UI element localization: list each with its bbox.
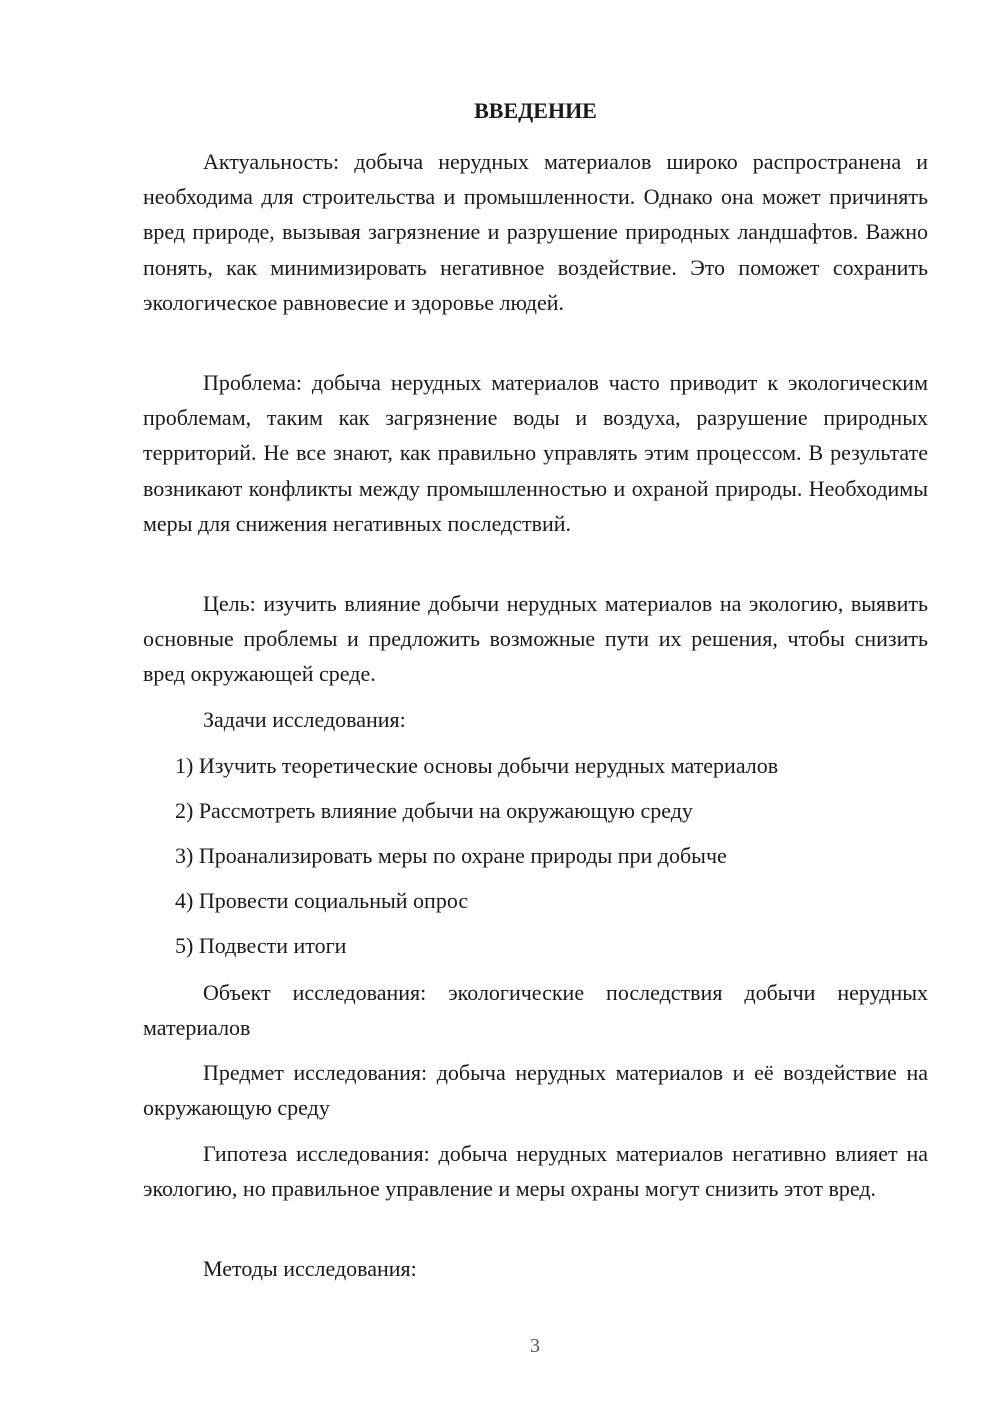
page-number: 3: [530, 1335, 540, 1357]
page-title: ВВЕДЕНИЕ: [474, 98, 597, 123]
hypothesis-paragraph: Гипотеза исследования: добыча нерудных материалов негативно влияет на экологию, но правильное управление и меры охраны могут снизить этот вред.: [143, 1141, 928, 1202]
subject-paragraph: Предмет исследования: добыча нерудных материалов и её воздействие на окружающую среду: [143, 1060, 928, 1121]
task-item: 4) Провести социальный опрос: [175, 888, 469, 913]
task-item: 3) Проанализировать меры по охране природы при добыче: [175, 843, 727, 868]
task-item: 1) Изучить теоретические основы добычи нерудных материалов: [175, 753, 779, 778]
object-paragraph: Объект исследования: экологические последствия добычи нерудных материалов: [143, 980, 928, 1041]
relevance-paragraph: Актуальность: добыча нерудных материалов широко распространена и необходима для строительства и промышленности. Однако она может причинять вред природе, вызывая загрязнение и разрушение природных ландшафтов. Важно понять, как минимизировать негативное воздействие. Это поможет сохранить экологическое равновесие и здоровье людей.: [143, 149, 928, 315]
task-item: 2) Рассмотреть влияние добычи на окружающую среду: [175, 798, 693, 823]
goal-paragraph: Цель: изучить влияние добычи нерудных материалов на экологию, выявить основные проблемы и предложить возможные пути их решения, чтобы снизить вред окружающей среде.: [143, 591, 928, 687]
problem-paragraph: Проблема: добыча нерудных материалов часто приводит к экологическим проблемам, таким как загрязнение воды и воздуха, разрушение природных территорий. Не все знают, как правильно управлять этим процессом. В результате возникают конфликты между промышленностью и охраной природы. Необходимы меры для снижения негативных последствий.: [143, 370, 928, 536]
tasks-heading: Задачи исследования:: [203, 707, 406, 732]
task-item: 5) Подвести итоги: [175, 933, 347, 958]
methods-heading: Методы исследования:: [203, 1256, 417, 1281]
